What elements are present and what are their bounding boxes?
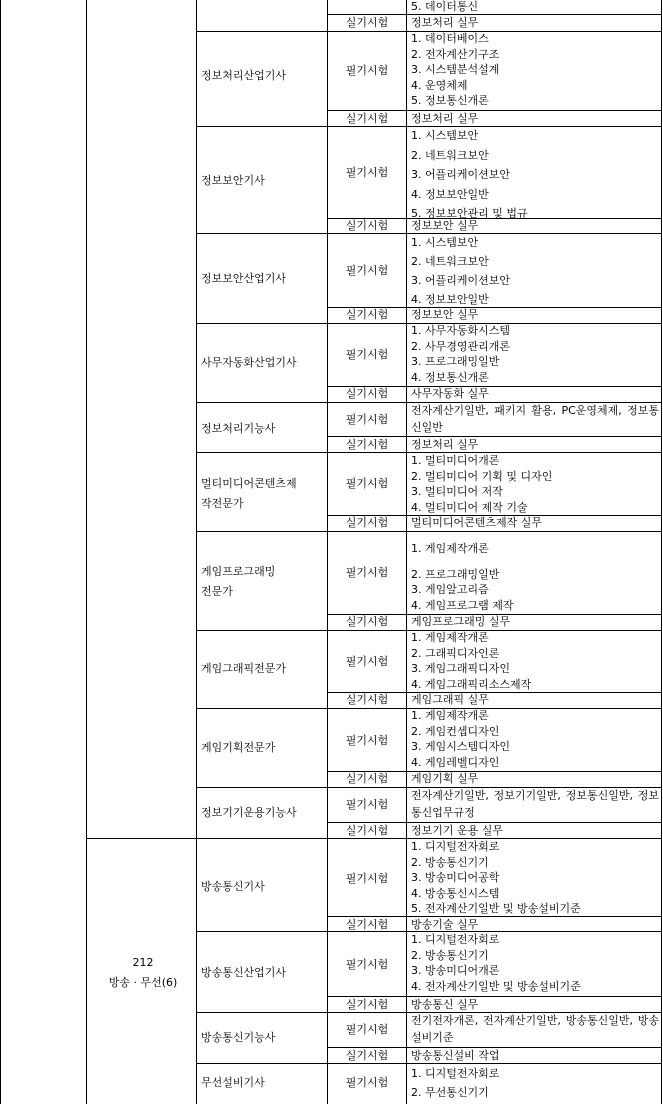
certificate-name [201,474,325,514]
list-item: 1. 시스템보안 [411,129,479,142]
written-subject-text: 전자계산기일반, 정보기기일반, 정보통신일반, 정보통신업무규정 [411,789,659,819]
exam-type-label: 실기시험 [345,998,389,1011]
certificate-name: 방송통신산업기사 [201,966,287,979]
exam-type-label: 필기시험 [345,958,389,971]
list-item: 1. 시스템보안 [411,236,479,249]
exam-type-label: 필기시험 [345,872,389,885]
list-item: 3. 프로그래밍일반 [411,355,500,368]
exam-type-label: 실기시험 [345,387,389,400]
list-item: 1. 사무자동화시스템 [411,324,510,337]
certificate-name: 정보보안기사 [201,174,265,187]
list-item: 4. 멀티미디어 제작 기술 [411,500,528,514]
exam-type-label: 실기시험 [345,693,389,706]
list-item: 5. 정보보안관리 및 법규 [411,207,528,220]
written-subjects [411,839,659,917]
exam-type-label: 실기시험 [345,615,389,628]
certificate-name: 정보처리기능사 [201,422,276,435]
exam-type-label: 필기시험 [345,348,389,361]
list-item: 4. 정보통신개론 [411,370,489,384]
list-item: 3. 게임그래픽디자인 [411,662,510,675]
list-item: 2. 사무경영관리개론 [411,339,510,353]
certificate-name: 방송통신기능사 [201,1031,276,1044]
list-item: 3. 시스템분석설계 [411,63,500,76]
certificate-name-line: 게임프로그래밍 [201,565,276,578]
list-item: 3. 어플리케이션보안 [411,168,510,181]
list-item: 4. 방송통신시스템 [411,886,500,900]
written-subjects [411,402,659,436]
list-item: 1. 디지털전자회로 [411,840,500,853]
category-code: 212 [132,956,154,969]
exam-type-label: 필기시험 [345,734,389,747]
practical-subject: 게임기획 실무 [411,772,479,785]
exam-type-label: 필기시험 [345,566,389,579]
list-item: 4. 정보보안일반 [411,187,489,201]
list-item: 4. 운영체제 [411,78,468,92]
written-subjects [411,932,659,994]
list-item: 4. 게임레벨디자인 [411,755,500,769]
exam-type-label: 실기시험 [345,16,389,29]
list-item: 1. 데이터베이스 [411,32,489,45]
list-item: 2. 전자계산기구조 [411,47,500,61]
exam-type-label: 실기시험 [345,219,389,232]
column-divider [196,0,197,1104]
practical-subject: 정보보안 실무 [411,308,479,321]
practical-subject: 게임프로그래밍 실무 [411,615,511,628]
written-subjects [411,708,659,770]
certificate-name: 방송통신기사 [201,880,265,893]
exam-type-label: 필기시험 [345,413,389,426]
list-item: 2. 게임컨셉디자인 [411,724,500,738]
list-item: 5. 정보통신개론 [411,94,489,107]
exam-type-label: 실기시험 [345,308,389,321]
practical-subject: 정보처리 실무 [411,112,479,125]
list-item: 2. 그래픽디자인론 [411,646,500,660]
list-item: 4. 전자계산기일반 및 방송설비기준 [411,979,581,993]
table-border-right [661,0,662,1104]
written-subjects [411,1012,659,1046]
exam-type-label: 필기시험 [345,64,389,77]
list-item: 1. 디지털전자회로 [411,1067,500,1080]
certificate-name: 정보보안산업기사 [201,272,287,285]
list-item: 2. 방송통신기기 [411,855,489,869]
exam-type-label: 필기시험 [345,477,389,490]
column-divider [327,0,328,1104]
list-item: 1. 게임제작개론 [411,709,489,722]
practical-subject: 정보보안 실무 [411,219,479,232]
exam-type-label: 필기시험 [345,264,389,277]
written-subjects [411,233,659,309]
written-subject-text: 전자계산기일반, 패키지 활용, PC운영체제, 정보통신일반 [411,404,659,434]
practical-subject: 정보기기 운용 실무 [411,824,504,837]
certificate-name [201,562,325,602]
exam-type-label: 실기시험 [345,918,389,931]
list-item: 3. 게임알고리즘 [411,583,489,596]
list-item: 2. 방송통신기기 [411,948,489,962]
certificate-name: 사무자동화산업기사 [201,356,297,369]
list-item: 4. 게임프로그램 제작 [411,598,514,612]
exam-type-label: 필기시험 [345,1023,389,1036]
list-item: 1. 게임제작개론 [411,631,489,644]
list-item: 5. 전자계산기일반 및 방송설비기준 [411,902,581,915]
written-subjects [411,126,659,224]
exam-type-label: 실기시험 [345,824,389,837]
written-subject: 5. 데이터통신 [411,0,479,13]
category-name: 방송 · 무선(6) [108,976,178,989]
practical-subject: 사무자동화 실무 [411,387,489,400]
practical-subject: 방송기술 실무 [411,918,479,931]
list-item: 3. 어플리케이션보안 [411,274,510,287]
category-cell [88,953,198,993]
practical-subject: 멀티미디어콘텐츠제작 실무 [411,516,543,529]
list-item: 4. 정보보안일반 [411,293,489,306]
written-subjects [411,323,659,385]
exam-type-label: 실기시험 [345,1049,389,1062]
exam-type-label: 필기시험 [345,798,389,811]
row-divider [196,531,662,532]
table-border-left [0,0,1,1104]
written-subject-text: 전기전자개론, 전자계산기일반, 방송통신일반, 방송설비기준 [411,1014,659,1044]
practical-subject: 게임그래픽 실무 [411,693,489,706]
exam-type-label: 실기시험 [345,438,389,451]
certificate-name-line: 전문가 [201,585,233,598]
practical-subject: 방송통신 실무 [411,998,479,1011]
list-item: 1. 멀티미디어개론 [411,454,500,467]
list-item: 2. 멀티미디어 기획 및 디자인 [411,469,553,483]
written-subjects [411,31,659,109]
certificate-name: 게임그래픽전문가 [201,662,287,675]
written-subjects [411,630,659,692]
list-item: 4. 게임그래픽리소스제작 [411,677,532,691]
list-item: 3. 멀티미디어 저작 [411,485,503,498]
list-item: 2. 네트워크보안 [411,148,489,162]
practical-subject: 정보처리 실무 [411,16,479,29]
column-divider [406,0,407,1104]
list-item: 3. 방송미디어공학 [411,871,500,884]
list-item: 2. 무선통신기기 [411,1086,489,1099]
certificate-name-line: 멀티미디어콘텐츠제 [201,477,297,490]
list-item: 2. 네트워크보안 [411,255,489,268]
written-subjects [411,541,659,613]
certificate-name: 정보처리산업기사 [201,69,287,82]
list-item: 1. 디지털전자회로 [411,933,500,946]
column-divider [86,0,87,1104]
exam-type-label: 필기시험 [345,655,389,668]
certificate-name: 게임기획전문가 [201,741,276,754]
written-subjects [411,453,659,515]
exam-type-label: 필기시험 [345,166,389,179]
list-item: 2. 프로그래밍일반 [411,567,500,581]
written-subjects [411,787,659,821]
exam-type-label: 필기시험 [345,1076,389,1089]
exam-type-label: 실기시험 [345,516,389,529]
certificate-name: 정보기기운용기능사 [201,806,297,819]
certificate-name-line: 작전문가 [201,497,244,510]
certificate-name: 무선설비기사 [201,1076,265,1089]
exam-type-label: 실기시험 [345,772,389,785]
practical-subject: 정보처리 실무 [411,438,479,451]
list-item: 1. 게임제작개론 [411,542,489,555]
exam-type-label: 실기시험 [345,112,389,125]
written-subjects [411,1064,659,1102]
list-item: 3. 게임시스템디자인 [411,740,510,753]
practical-subject: 방송통신설비 작업 [411,1049,500,1062]
list-item: 3. 방송미디어개론 [411,964,500,977]
